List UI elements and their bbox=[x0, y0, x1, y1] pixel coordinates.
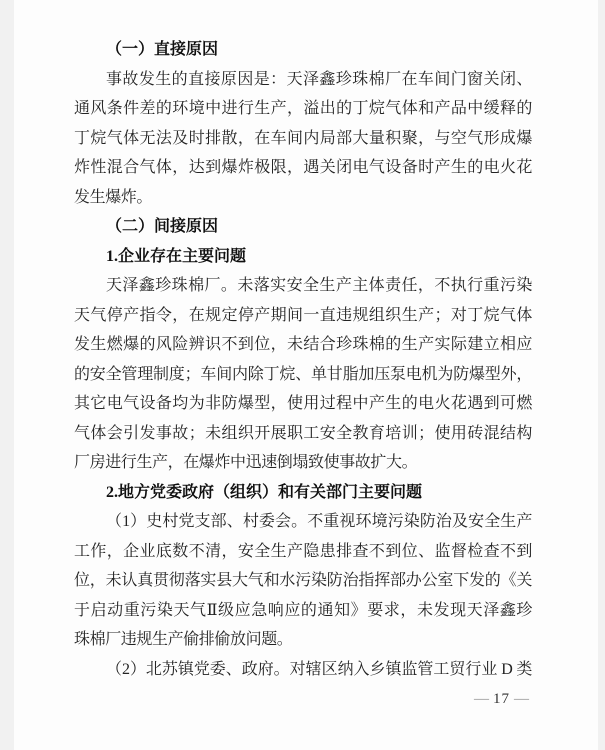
text-line: 气体会引发事故；未组织开展职工安全教育培训；使用砖混结构 bbox=[74, 424, 532, 442]
section-heading: 2.地方党委政府（组织）和有关部门主要问题 bbox=[106, 483, 423, 501]
section-heading: （一）直接原因 bbox=[106, 41, 219, 58]
text-line: 其它电气设备均为非防爆型，使用过程中产生的电火花遇到可燃 bbox=[74, 395, 532, 412]
text-line: （2）北苏镇党委、政府。对辖区纳入乡镇监管工贸行业 D 类 bbox=[106, 660, 532, 678]
text-line: （1）史村党支部、村委会。不重视环境污染防治及安全生产 bbox=[106, 513, 532, 530]
text-line: 发生爆炸。 bbox=[74, 188, 153, 206]
footer-dash-right: — bbox=[514, 691, 529, 707]
text-line: 位，未认真贯彻落实县大气和水污染防治指挥部办公室下发的《关 bbox=[74, 572, 532, 589]
page-number: 17 bbox=[493, 691, 510, 707]
page-footer bbox=[470, 690, 533, 708]
text-line: 于启动重污染天气Ⅱ级应急响应的通知》要求，未发现天泽鑫珍 bbox=[74, 601, 532, 619]
section-heading: （二）间接原因 bbox=[106, 218, 219, 235]
text-line: 厂房进行生产，在爆炸中迅速倒塌致使事故扩大。 bbox=[74, 454, 418, 471]
section-heading: 1.企业存在主要问题 bbox=[106, 247, 247, 265]
footer-dash-left: — bbox=[474, 691, 489, 707]
text-line: 珠棉厂违规生产偷排偷放问题。 bbox=[74, 631, 293, 648]
text-line: 的安全管理制度；车间内除丁烷、单甘脂加压泵电机为防爆型外， bbox=[74, 365, 532, 383]
scan-edge-right bbox=[598, 0, 605, 750]
text-line: 天气停产指令，在规定停产期间一直违规组织生产；对丁烷气体 bbox=[74, 306, 532, 324]
scan-edge-left bbox=[0, 0, 14, 750]
text-line: 通风条件差的环境中进行生产，溢出的丁烷气体和产品中缓释的 bbox=[74, 100, 532, 117]
text-line: 丁烷气体无法及时排散，在车间内局部大量积聚，与空气形成爆 bbox=[74, 129, 532, 147]
text-line: 事故发生的直接原因是：天泽鑫珍珠棉厂在车间门窗关闭、 bbox=[106, 70, 532, 88]
text-line: 工作，企业底数不清，安全生产隐患排查不到位、监督检查不到 bbox=[74, 542, 532, 560]
text-line: 炸性混合气体，达到爆炸极限，遇关闭电气设备时产生的电火花 bbox=[74, 159, 532, 176]
document-body bbox=[74, 35, 532, 684]
text-line: 发生燃爆的风险辨识不到位，未结合珍珠棉的生产实际建立相应 bbox=[74, 336, 532, 353]
text-line: 天泽鑫珍珠棉厂。未落实安全生产主体责任，不执行重污染 bbox=[106, 277, 532, 294]
